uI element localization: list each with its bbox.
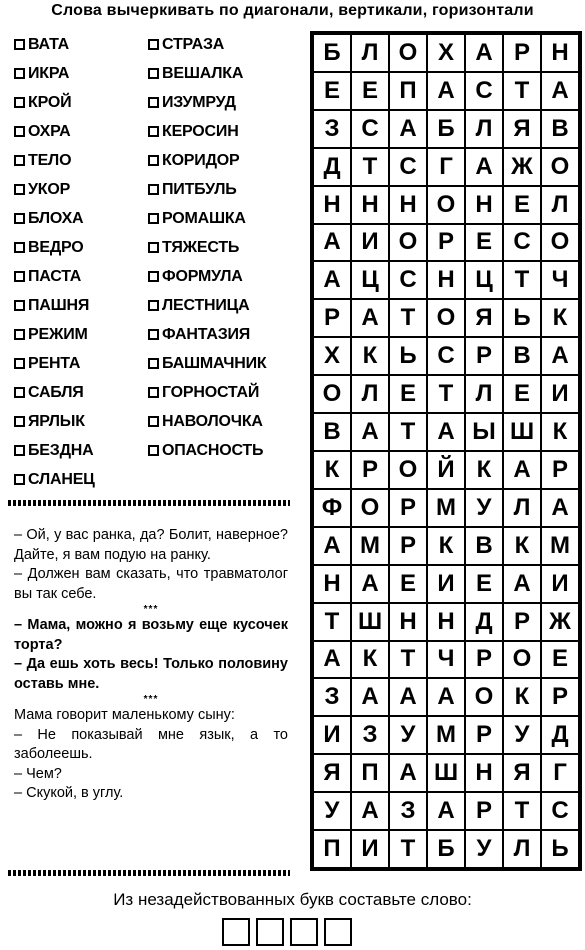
joke-line: – Да ешь хоть весь! Только половину оставь мне. xyxy=(14,656,288,692)
grid-cell[interactable]: Е xyxy=(389,375,427,413)
grid-cell[interactable]: С xyxy=(465,72,503,110)
word-label: БЛОХА xyxy=(28,209,84,227)
grid-cell[interactable]: А xyxy=(351,678,389,716)
word-item[interactable] xyxy=(148,30,266,59)
joke-line: – Скукой, в углу. xyxy=(14,785,124,801)
grid-cell[interactable]: А xyxy=(465,34,503,72)
grid-cell[interactable]: А xyxy=(313,261,351,299)
grid-cell[interactable]: Р xyxy=(503,34,541,72)
grid-cell[interactable]: А xyxy=(313,641,351,679)
grid-cell[interactable]: К xyxy=(503,678,541,716)
grid-cell[interactable]: У xyxy=(503,716,541,754)
grid-cell[interactable]: Т xyxy=(427,375,465,413)
grid-cell[interactable]: А xyxy=(427,72,465,110)
grid-cell[interactable]: Я xyxy=(465,299,503,337)
grid-cell[interactable]: Й xyxy=(427,451,465,489)
grid-cell[interactable]: Р xyxy=(389,489,427,527)
word-item[interactable] xyxy=(14,436,95,465)
grid-cell[interactable]: Р xyxy=(465,792,503,830)
grid-cell[interactable]: У xyxy=(465,489,503,527)
grid-cell[interactable]: У xyxy=(465,830,503,868)
grid-cell[interactable]: А xyxy=(541,337,579,375)
joke-line: – Не показывай мне язык, а то заболеешь. xyxy=(14,726,288,762)
word-label: ОХРА xyxy=(28,122,71,140)
grid-cell[interactable]: Н xyxy=(427,603,465,641)
grid-cell[interactable]: Р xyxy=(541,678,579,716)
answer-letter-box[interactable] xyxy=(256,918,284,946)
checkbox[interactable] xyxy=(14,445,25,456)
grid-cell[interactable]: А xyxy=(465,148,503,186)
grid-cell[interactable]: А xyxy=(427,792,465,830)
word-item[interactable] xyxy=(148,233,266,262)
joke-line: Мама говорит маленькому сыну: xyxy=(14,707,235,723)
grid-cell[interactable]: Е xyxy=(465,224,503,262)
checkbox[interactable] xyxy=(148,300,159,311)
grid-cell[interactable]: О xyxy=(389,224,427,262)
word-item[interactable] xyxy=(148,204,266,233)
word-label: ИЗУМРУД xyxy=(162,93,236,111)
grid-cell[interactable]: Л xyxy=(351,375,389,413)
word-item[interactable] xyxy=(14,175,95,204)
grid-cell[interactable]: А xyxy=(541,72,579,110)
word-item[interactable] xyxy=(14,349,95,378)
grid-cell[interactable]: П xyxy=(313,830,351,868)
grid-cell[interactable]: Ш xyxy=(351,603,389,641)
joke-line: – Чем? xyxy=(14,765,62,782)
grid-cell[interactable]: Р xyxy=(465,716,503,754)
grid-cell[interactable]: К xyxy=(541,413,579,451)
grid-cell[interactable]: Я xyxy=(503,110,541,148)
grid-cell[interactable]: Ш xyxy=(503,413,541,451)
grid-cell[interactable]: В xyxy=(465,527,503,565)
checkbox[interactable] xyxy=(14,387,25,398)
grid-cell[interactable]: Ч xyxy=(427,641,465,679)
grid-cell[interactable]: А xyxy=(389,110,427,148)
grid-cell[interactable]: С xyxy=(503,224,541,262)
grid-cell[interactable]: Ц xyxy=(351,261,389,299)
footer-instruction: Из незадействованных букв составьте слово: xyxy=(113,890,472,909)
grid-cell[interactable]: Л xyxy=(541,186,579,224)
grid-cell[interactable]: Ш xyxy=(427,754,465,792)
grid-cell[interactable]: Н xyxy=(427,261,465,299)
grid-cell[interactable]: Р xyxy=(351,451,389,489)
word-item[interactable] xyxy=(14,30,95,59)
word-item[interactable] xyxy=(148,291,266,320)
grid-cell[interactable]: А xyxy=(541,489,579,527)
grid-cell[interactable]: А xyxy=(351,299,389,337)
checkbox[interactable] xyxy=(14,329,25,340)
checkbox[interactable] xyxy=(148,387,159,398)
word-label: РЕЖИМ xyxy=(28,325,88,343)
grid-cell[interactable]: Н xyxy=(389,603,427,641)
checkbox[interactable] xyxy=(148,68,159,79)
checkbox[interactable] xyxy=(14,155,25,166)
grid-cell[interactable]: Н xyxy=(389,186,427,224)
grid-cell[interactable]: О xyxy=(465,678,503,716)
word-label: ВЕДРО xyxy=(28,238,84,256)
word-label: ТЯЖЕСТЬ xyxy=(162,238,240,256)
grid-cell[interactable]: Е xyxy=(503,375,541,413)
joke-line: – Ой, у вас ранка, да? Болит, наверное? Дайте, я вам подую на ранку. xyxy=(14,527,288,563)
word-label: УКОР xyxy=(28,180,71,198)
grid-cell[interactable]: Ч xyxy=(541,261,579,299)
grid-cell[interactable]: Л xyxy=(465,110,503,148)
grid-cell[interactable]: А xyxy=(389,678,427,716)
grid-cell[interactable]: З xyxy=(313,110,351,148)
checkbox[interactable] xyxy=(148,242,159,253)
word-label: БАШМАЧНИК xyxy=(162,354,267,372)
checkbox[interactable] xyxy=(14,213,25,224)
grid-cell[interactable]: Е xyxy=(503,186,541,224)
grid-cell[interactable]: С xyxy=(427,337,465,375)
checkbox[interactable] xyxy=(148,271,159,282)
grid-cell[interactable]: З xyxy=(313,678,351,716)
grid-cell[interactable]: З xyxy=(389,792,427,830)
joke-separator: *** xyxy=(143,694,159,705)
word-label: ЯРЛЫК xyxy=(28,412,85,430)
joke-line: – Должен вам сказать, что травматолог вы так себе. xyxy=(14,566,288,602)
grid-cell[interactable]: А xyxy=(351,565,389,603)
grid-cell[interactable]: И xyxy=(351,224,389,262)
checkbox[interactable] xyxy=(148,213,159,224)
word-item[interactable] xyxy=(148,378,266,407)
grid-cell[interactable]: У xyxy=(389,716,427,754)
answer-letter-box[interactable] xyxy=(324,918,352,946)
word-item[interactable] xyxy=(14,291,95,320)
grid-cell[interactable]: А xyxy=(351,792,389,830)
grid-cell[interactable]: А xyxy=(313,527,351,565)
grid-cell[interactable]: У xyxy=(313,792,351,830)
grid-cell[interactable]: Ы xyxy=(465,413,503,451)
word-label: ПИТБУЛЬ xyxy=(162,180,237,198)
grid-cell[interactable]: И xyxy=(541,375,579,413)
grid-cell[interactable]: Д xyxy=(313,148,351,186)
grid-cell[interactable]: Т xyxy=(389,641,427,679)
grid-cell[interactable]: Ц xyxy=(465,261,503,299)
grid-cell[interactable]: Ь xyxy=(389,337,427,375)
word-item[interactable] xyxy=(148,175,266,204)
grid-cell[interactable]: Н xyxy=(541,34,579,72)
grid-cell[interactable]: К xyxy=(503,527,541,565)
word-label: ОПАСНОСТЬ xyxy=(162,441,264,459)
checkbox[interactable] xyxy=(148,39,159,50)
grid-cell[interactable]: Б xyxy=(313,34,351,72)
answer-letter-box[interactable] xyxy=(222,918,250,946)
grid-cell[interactable]: М xyxy=(427,716,465,754)
grid-cell[interactable]: И xyxy=(313,716,351,754)
grid-cell[interactable]: Е xyxy=(313,72,351,110)
grid-cell[interactable]: Б xyxy=(427,110,465,148)
grid-cell[interactable]: С xyxy=(389,148,427,186)
word-label: КРОЙ xyxy=(28,93,72,111)
word-item[interactable] xyxy=(14,59,95,88)
grid-cell[interactable]: Я xyxy=(503,754,541,792)
joke-line: – Мама, можно я возьму еще кусочек торта? xyxy=(14,617,288,653)
word-label: ЛЕСТНИЦА xyxy=(162,296,250,314)
grid-cell[interactable]: И xyxy=(351,830,389,868)
grid-cell[interactable]: А xyxy=(427,678,465,716)
word-label: ПАШНЯ xyxy=(28,296,90,314)
word-item[interactable] xyxy=(14,233,95,262)
grid-cell[interactable]: О xyxy=(313,375,351,413)
grid-cell[interactable]: Д xyxy=(465,603,503,641)
grid-cell[interactable]: Е xyxy=(351,72,389,110)
word-item[interactable] xyxy=(14,407,95,436)
word-item[interactable] xyxy=(14,465,95,494)
checkbox[interactable] xyxy=(14,68,25,79)
grid-cell[interactable]: М xyxy=(427,489,465,527)
word-item[interactable] xyxy=(148,320,266,349)
grid-cell[interactable]: Р xyxy=(427,224,465,262)
grid-cell[interactable]: Х xyxy=(427,34,465,72)
word-item[interactable] xyxy=(14,88,95,117)
grid-cell[interactable]: Т xyxy=(389,413,427,451)
checkbox[interactable] xyxy=(14,474,25,485)
checkbox[interactable] xyxy=(148,329,159,340)
checkbox[interactable] xyxy=(148,416,159,427)
grid-cell[interactable]: О xyxy=(541,148,579,186)
word-label: СЛАНЕЦ xyxy=(28,470,95,488)
word-item[interactable] xyxy=(14,204,95,233)
word-item[interactable] xyxy=(14,378,95,407)
word-list-column-1 xyxy=(14,30,95,494)
grid-cell[interactable]: Л xyxy=(503,489,541,527)
grid-cell[interactable]: В xyxy=(503,337,541,375)
grid-cell[interactable]: О xyxy=(541,224,579,262)
grid-cell[interactable]: Т xyxy=(389,830,427,868)
word-search-grid xyxy=(310,31,582,871)
grid-cell[interactable]: И xyxy=(541,565,579,603)
grid-cell[interactable]: А xyxy=(427,413,465,451)
joke-separator: *** xyxy=(143,604,159,615)
grid-cell[interactable]: О xyxy=(389,34,427,72)
grid-cell[interactable]: З xyxy=(351,716,389,754)
checkbox[interactable] xyxy=(14,242,25,253)
grid-cell[interactable]: Т xyxy=(389,299,427,337)
word-item[interactable] xyxy=(148,117,266,146)
word-item[interactable] xyxy=(14,117,95,146)
word-label: ИКРА xyxy=(28,64,70,82)
word-label: КЕРОСИН xyxy=(162,122,239,140)
answer-letter-box[interactable] xyxy=(290,918,318,946)
grid-cell[interactable]: Ь xyxy=(541,830,579,868)
grid-cell[interactable]: Р xyxy=(541,451,579,489)
grid-cell[interactable]: С xyxy=(351,110,389,148)
grid-cell[interactable]: С xyxy=(541,792,579,830)
grid-cell[interactable]: Е xyxy=(465,565,503,603)
grid-cell[interactable]: Е xyxy=(541,641,579,679)
word-label: ПАСТА xyxy=(28,267,82,285)
grid-cell[interactable]: К xyxy=(313,451,351,489)
word-label: СТРАЗА xyxy=(162,35,225,53)
word-label: РОМАШКА xyxy=(162,209,246,227)
word-label: ВЕШАЛКА xyxy=(162,64,244,82)
grid-cell[interactable]: Л xyxy=(351,34,389,72)
grid-cell[interactable]: В xyxy=(541,110,579,148)
word-item[interactable] xyxy=(148,436,266,465)
word-label: ГОРНОСТАЙ xyxy=(162,383,260,401)
word-label: ВАТА xyxy=(28,35,70,53)
grid-cell[interactable]: Х xyxy=(313,337,351,375)
word-label: КОРИДОР xyxy=(162,151,240,169)
grid-cell[interactable]: А xyxy=(503,565,541,603)
grid-cell[interactable]: М xyxy=(541,527,579,565)
grid-cell[interactable]: Л xyxy=(503,830,541,868)
grid-cell[interactable]: А xyxy=(313,224,351,262)
checkbox[interactable] xyxy=(148,184,159,195)
grid-cell[interactable]: А xyxy=(389,754,427,792)
grid-cell[interactable]: С xyxy=(389,261,427,299)
word-item[interactable] xyxy=(14,262,95,291)
grid-cell[interactable]: Т xyxy=(503,72,541,110)
page-title: Слова вычеркивать по диагонали, вертикали, горизонтали xyxy=(51,2,534,19)
word-item[interactable] xyxy=(148,146,266,175)
checkbox[interactable] xyxy=(14,358,25,369)
word-item[interactable] xyxy=(14,146,95,175)
grid-cell[interactable]: А xyxy=(503,451,541,489)
checkbox[interactable] xyxy=(14,126,25,137)
grid-cell[interactable]: К xyxy=(427,527,465,565)
word-item[interactable] xyxy=(148,349,266,378)
checkbox[interactable] xyxy=(148,445,159,456)
checkbox[interactable] xyxy=(14,416,25,427)
grid-cell[interactable]: П xyxy=(351,754,389,792)
checkbox[interactable] xyxy=(14,184,25,195)
answer-boxes xyxy=(222,918,352,946)
checkbox[interactable] xyxy=(148,97,159,108)
word-item[interactable] xyxy=(148,262,266,291)
word-item[interactable] xyxy=(148,407,266,436)
word-label: НАВОЛОЧКА xyxy=(162,412,263,430)
checkbox[interactable] xyxy=(148,155,159,166)
word-item[interactable] xyxy=(148,59,266,88)
grid-cell[interactable]: Н xyxy=(313,565,351,603)
word-item[interactable] xyxy=(14,320,95,349)
checkbox[interactable] xyxy=(14,300,25,311)
grid-cell[interactable]: Т xyxy=(313,603,351,641)
word-list-column-2 xyxy=(148,30,266,465)
grid-cell[interactable]: О xyxy=(427,186,465,224)
jokes-section xyxy=(14,526,288,804)
grid-cell[interactable]: О xyxy=(351,489,389,527)
grid-cell[interactable]: Р xyxy=(465,641,503,679)
grid-cell[interactable]: Т xyxy=(503,261,541,299)
dotted-divider-top xyxy=(8,500,290,506)
grid-cell[interactable]: Ф xyxy=(313,489,351,527)
grid-cell[interactable]: А xyxy=(351,413,389,451)
word-item[interactable] xyxy=(148,88,266,117)
grid-cell[interactable]: К xyxy=(351,337,389,375)
checkbox[interactable] xyxy=(148,358,159,369)
word-label: САБЛЯ xyxy=(28,383,84,401)
grid-cell[interactable]: Р xyxy=(389,527,427,565)
grid-cell[interactable]: Н xyxy=(465,754,503,792)
word-label: ФАНТАЗИЯ xyxy=(162,325,251,343)
grid-cell[interactable]: И xyxy=(427,565,465,603)
grid-cell[interactable]: Г xyxy=(427,148,465,186)
word-label: БЕЗДНА xyxy=(28,441,94,459)
grid-cell[interactable]: Е xyxy=(389,565,427,603)
grid-cell[interactable]: Т xyxy=(503,792,541,830)
grid-cell[interactable]: Т xyxy=(351,148,389,186)
grid-cell[interactable]: М xyxy=(351,527,389,565)
grid-cell[interactable]: Ь xyxy=(503,299,541,337)
checkbox[interactable] xyxy=(148,126,159,137)
word-label: РЕНТА xyxy=(28,354,81,372)
grid-cell[interactable]: Н xyxy=(351,186,389,224)
grid-cell[interactable]: К xyxy=(351,641,389,679)
checkbox[interactable] xyxy=(14,97,25,108)
grid-cell[interactable]: Г xyxy=(541,754,579,792)
checkbox[interactable] xyxy=(14,271,25,282)
grid-cell[interactable]: О xyxy=(503,641,541,679)
grid-cell[interactable]: К xyxy=(541,299,579,337)
grid-cell[interactable]: Р xyxy=(465,337,503,375)
grid-cell[interactable]: Р xyxy=(503,603,541,641)
word-label: ТЕЛО xyxy=(28,151,72,169)
grid-cell[interactable]: Р xyxy=(313,299,351,337)
grid-cell[interactable]: П xyxy=(389,72,427,110)
grid-cell[interactable]: Н xyxy=(465,186,503,224)
grid-cell[interactable]: Ж xyxy=(541,603,579,641)
grid-cell[interactable]: Б xyxy=(427,830,465,868)
grid-cell[interactable]: О xyxy=(389,451,427,489)
grid-cell[interactable]: О xyxy=(427,299,465,337)
grid-cell[interactable]: Н xyxy=(313,186,351,224)
grid-cell[interactable]: Д xyxy=(541,716,579,754)
dotted-divider-bottom xyxy=(8,870,290,876)
grid-cell[interactable]: Л xyxy=(465,375,503,413)
grid-cell[interactable]: В xyxy=(313,413,351,451)
grid-cell[interactable]: Я xyxy=(313,754,351,792)
checkbox[interactable] xyxy=(14,39,25,50)
grid-cell[interactable]: К xyxy=(465,451,503,489)
grid-cell[interactable]: Ж xyxy=(503,148,541,186)
word-label: ФОРМУЛА xyxy=(162,267,243,285)
